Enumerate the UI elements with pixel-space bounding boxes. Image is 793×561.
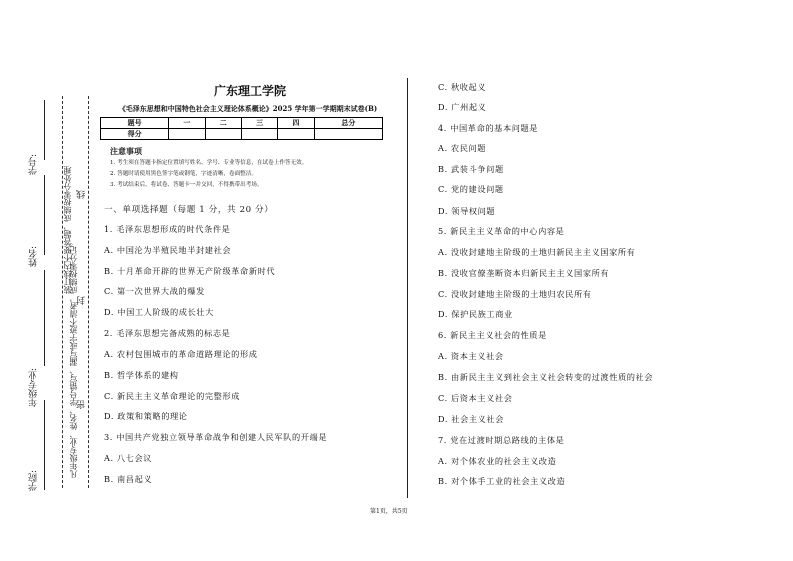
student-id-label: 学号: <box>29 154 39 176</box>
question-line: B. 十月革命开辟的世界无产阶级革命新时代 <box>104 266 276 276</box>
question-line: D. 社会主义社会 <box>438 414 505 424</box>
question-line: D. 保护民族工商业 <box>438 309 513 319</box>
question-line: B. 没收官僚垄断资本归新民主主义国家所有 <box>438 268 610 278</box>
question-line: B. 南昌起义 <box>104 474 153 484</box>
name-label: 姓名: <box>29 246 39 268</box>
notice-item: 1. 考生须在答题卡指定位置填写姓名、学号、专业等信息，在试卷上作答无效。 <box>110 160 308 166</box>
college-underline <box>44 400 45 490</box>
question-line: A. 农民问题 <box>438 143 487 153</box>
seal-char-mi: 密 <box>77 400 87 409</box>
question-line: C. 没收封建地主阶级的土地归农民所有 <box>438 289 592 299</box>
student-id-underline <box>44 100 45 160</box>
score-cell <box>278 129 314 140</box>
question-line: 4. 中国革命的基本问题是 <box>438 123 539 133</box>
question-line: 5. 新民主主义革命的中心内容是 <box>438 226 565 236</box>
score-table <box>100 117 383 140</box>
college-label: 学院: <box>29 470 39 492</box>
question-line: 2. 毛泽东思想完备成熟的标志是 <box>104 328 231 338</box>
question-line: D. 政策和策略的理论 <box>104 411 188 421</box>
score-cell <box>205 129 241 140</box>
binding-warning-details: 凡年级专业、姓名、学号错写、漏写或字迹不清者，成绩按零分记。 <box>69 238 78 478</box>
score-table-score-row <box>101 129 383 140</box>
question-line: A. 农村包围城市的革命道路理论的形成 <box>104 349 258 359</box>
score-cell: 二 <box>205 118 241 129</box>
seal-char-xian: 线 <box>77 190 87 199</box>
question-line: B. 对个体手工业的社会主义改造 <box>438 476 566 486</box>
question-line: B. 哲学体系的建构 <box>104 370 179 380</box>
binding-dashed-line-inner <box>88 96 89 488</box>
question-line: A. 中国沦为半殖民地半封建社会 <box>104 245 232 255</box>
score-cell <box>241 129 277 140</box>
page-number: 第1页，共5页 <box>370 508 408 515</box>
exam-title: 《毛泽东思想和中国特色社会主义理论体系概论》2025 学年第一学期期末试卷(B) <box>118 104 378 113</box>
school-title: 广东理工学院 <box>213 84 286 98</box>
question-line: B. 由新民主主义到社会主义社会转变的过渡性质的社会 <box>438 372 654 382</box>
notice-item: 3. 考试结束后，将试卷、答题卡一并交回，不得携带出考场。 <box>110 182 263 188</box>
major-underline <box>44 270 45 366</box>
question-line: 6. 新民主主义社会的性质是 <box>438 330 547 340</box>
score-cell: 题号 <box>101 118 169 129</box>
column-divider <box>407 78 408 498</box>
question-line: D. 领导权问题 <box>438 206 496 216</box>
score-cell: 总分 <box>314 118 382 129</box>
question-line: B. 武装斗争问题 <box>438 164 504 174</box>
question-line: C. 第一次世界大战的爆发 <box>104 286 205 296</box>
binding-warning-score: 装订线内不要答题，成绩按零分处理 <box>63 166 72 294</box>
notice-item: 2. 答题时请使用黑色签字笔或钢笔，字迹清晰，卷面整洁。 <box>110 171 257 177</box>
section-heading: 一、单项选择题（每题 1 分，共 20 分） <box>104 205 274 215</box>
name-underline <box>44 175 45 255</box>
score-table-header-row <box>101 118 383 129</box>
notice-title: 注意事项 <box>110 147 142 156</box>
question-line: C. 新民主主义革命理论的完整形成 <box>104 391 241 401</box>
score-cell: 三 <box>241 118 277 129</box>
score-cell <box>314 129 382 140</box>
question-line: 7. 党在过渡时期总路线的主体是 <box>438 435 565 445</box>
question-line: D. 中国工人阶级的成长壮大 <box>104 307 214 317</box>
question-line: C. 后资本主义社会 <box>438 393 513 403</box>
seal-char-feng: 封 <box>77 296 87 305</box>
score-cell: 得分 <box>101 129 169 140</box>
question-line: A. 资本主义社会 <box>438 351 504 361</box>
major-label: 年级专业: <box>29 368 39 408</box>
question-line: C. 党的建设问题 <box>438 184 504 194</box>
question-line: 1. 毛泽东思想形成的时代条件是 <box>104 224 231 234</box>
question-line: 3. 中国共产党独立领导革命战争和创建人民军队的开端是 <box>104 432 328 442</box>
question-line: A. 没收封建地主阶级的土地归新民主主义国家所有 <box>438 247 636 257</box>
question-line: A. 对个体农业的社会主义改造 <box>438 456 557 466</box>
score-cell <box>169 129 205 140</box>
question-line: A. 八七会议 <box>104 453 153 463</box>
score-cell: 一 <box>169 118 205 129</box>
question-line: C. 秋收起义 <box>438 82 487 92</box>
question-line: D. 广州起义 <box>438 102 487 112</box>
score-cell: 四 <box>278 118 314 129</box>
